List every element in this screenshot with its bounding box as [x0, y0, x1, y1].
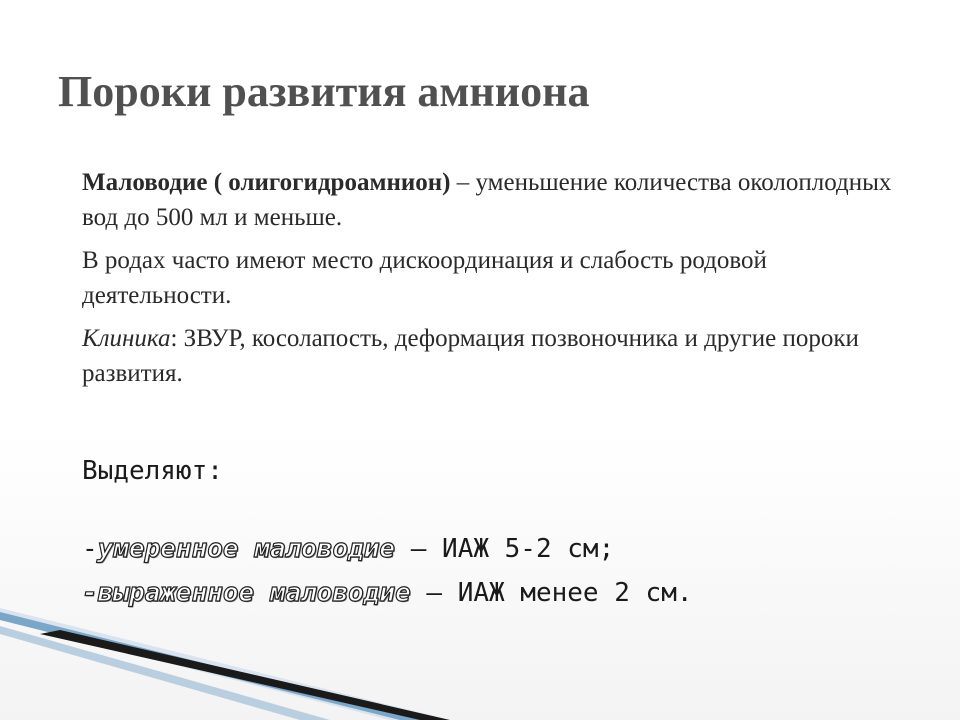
item-detail: – ИАЖ менее 2 см. [410, 578, 693, 608]
paragraph-clinic [82, 321, 902, 391]
paragraph-labor: В родах часто имеют место дискоординация и слабость родовой деятельности. [82, 247, 767, 309]
term-moderate: умеренное маловодие [97, 534, 396, 564]
term-oligohydramnios: Маловодие ( олигогидроамнион) [82, 169, 451, 196]
list-item [82, 534, 614, 564]
item-detail: – ИАЖ 5-2 см; [395, 534, 615, 564]
clinic-text: : ЗВУР, косолапость, деформация позвоночника и другие пороки развития. [82, 325, 859, 387]
list-dash: - [82, 534, 98, 564]
slide-title: Пороки развития амниона [58, 67, 590, 116]
swoosh-pale-band [0, 626, 330, 720]
paragraph-oligohydramnios [82, 165, 902, 235]
swoosh-dark-band [40, 630, 450, 720]
slide-body [82, 165, 902, 399]
highlight-label: Выделяют: [82, 456, 223, 486]
swoosh-light-band [0, 608, 450, 720]
clinic-label: Клиника [82, 325, 171, 352]
decorative-swoosh [0, 590, 450, 720]
definition-text: – уменьшение количества околоплодных вод до 500 мл и меньше. [82, 169, 892, 231]
term-severe: выраженное маловодие [97, 578, 411, 608]
list-dash: - [82, 578, 98, 608]
